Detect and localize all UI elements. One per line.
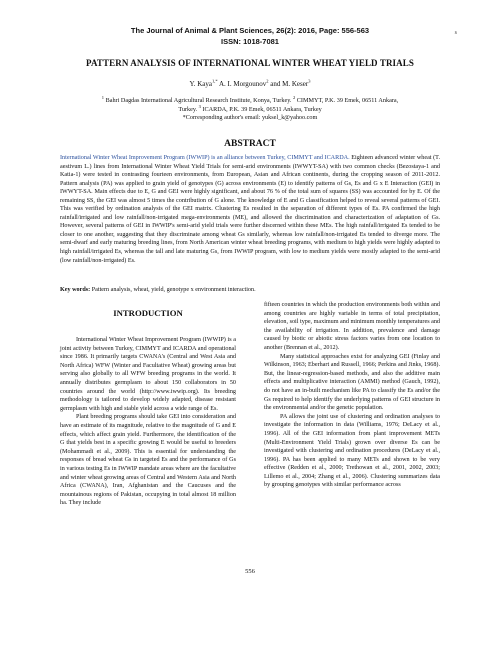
- affiliation-line-1: $^1$ Bahri Dagdas International Agricultural Research Institute, Konya, Turkey. $^2$ CIMMYT, P.K. 39 Emek, 06511 Ankara,: [101, 94, 399, 104]
- intro-paragraph-2: Plant breeding programs should take GEI into consideration and have an estimate of its magnitude, relative to the magnitude of G and E effects, which affect grain yield. Furthermore, the identification of the G that yields best in a specific growing E would be useful to breeders (Mohammadi et al., 2009). This is essential for understanding the responses of bread wheat Gs in targeted Es and the performance of Gs in various testing Es in IWWIP mandate areas where are the facultative and winter wheat growing areas of Central and Western Asia and North Africa (CWANA), Iran, Afghanistan and the Caucuses and the mountainous regions of Pakistan, occupying in total almost 18 million ha. They include: [60, 414, 236, 507]
- issn: ISSN: 1018-7081: [221, 37, 279, 46]
- corresponding-author: *Corresponding author's email: yuksel_k@yahoo.com: [182, 114, 318, 121]
- abstract-heading: ABSTRACT: [224, 139, 276, 149]
- affiliation-line-2: Turkey. $^3$ ICARDA, P.K. 39 Emek, 06511 Ankara, Turkey: [178, 103, 322, 113]
- keywords-text: Pattern analysis, wheat, yield, genotype x environment interaction.: [90, 287, 256, 293]
- abstract-lead: International Winter Wheat Improvement Program (IWWIP) is an alliance between Turkey, CIMMYT and ICARDA.: [60, 155, 350, 161]
- keywords: [60, 286, 440, 295]
- affiliations: [58, 94, 442, 123]
- intro-paragraph-4: Many statistical approaches exist for analyzing GEI (Finlay and Wilkinson, 1963; Eberhart and Russell, 1966; Perkins and Jinks, 1968). But, the linear-regression-based methods, and also the additive main effects and multiplicative interaction (AMMI) method (Gauch, 1992), do not have an in-built mechanism like PA to classify the Es and/or the Gs required to help identify the underlying patterns of GEI structure in the environmental and/or the genetic population.: [264, 353, 440, 412]
- author-list: Y. Kaya$^{1,*}$ A. I. Morgounov$^2$ and M. Keser$^3$: [189, 78, 311, 88]
- abstract-body: Eighteen advanced winter wheat (T. aestivum L.) lines from International Winter Wheat Yield Trials for semi-arid environments (IWWYT-SA) with two common checks (Bezostaya-1 and Katia-1) were tested in contrasting fourteen environments, from European, Asian and African continents, during the cropping season of 2011-2012. Pattern analysis (PA) was applied to grain yield of genotypes (G) across environments (E) to identify patterns of Gs, Es and G x E Interaction (GEI) in IWWYT-SA. Main effects due to E, G and GEI were highly significant, and about 76 % of the total sum of squares (SS) was accounted for by E. Of the remaining SS, the GEI was almost 5 times the contribution of G alone. The knowledge of E and G classification helped to reveal several patterns of GEI. This was verified by ordination analysis of the GEI matrix. Clustering Es resulted in the separation of different types of Es. PA confirmed the high rainfall/irrigated and low rainfall/non-irrigated mega-environments (ME), and allowed the discrimination and characterization of adaptation of Gs. However, several patterns of GEI in IWWIP's semi-arid yield trials were further discerned within these MEs. The high rainfall/irrigated Es tended to be closer to one another, suggesting that they discriminate among wheat Gs similarly, whereas low rainfall/non-irrigated Es tended to diverge more. The semi-dwarf and early maturing breeding lines, from North American winter wheat breeding programs, with medium to high yields were highly adapted to high rainfall/irrigated Es, whereas the tall and late maturing Gs, from IWWIP program, with low to medium yields were mostly adapted to the semi-arid (low rainfall/non-irrigated) Es.: [60, 155, 441, 264]
- corner-mark: s: [454, 30, 457, 36]
- journal-citation: The Journal of Animal & Plant Sciences, 26(2): 2016, Page: 556-563: [130, 26, 370, 35]
- abstract-text: [60, 154, 440, 265]
- right-column: [264, 301, 440, 490]
- paper-title: PATTERN ANALYSIS OF INTERNATIONAL WINTER WHEAT YIELD TRIALS: [86, 58, 414, 68]
- keywords-label: Key words:: [60, 287, 91, 293]
- intro-paragraph-1: International Winter Wheat Improvement Program (IWWIP) is a joint activity between Turkey, CIMMYT and ICARDA and operational since 1986. It primarily targets CWANA's (Central and West Asia and North Africa) WFW (Winter and Facultative Wheat) growing areas but serving also globally to all WFW breeding programs in the world. It annually distributes germplasm to about 150 collaborators in 50 countries around the world (http://www.iwwip.org). Its breeding methodology is tailored to develop widely adapted, disease resistant germplasm with high and stable yield across a wide range of Es.: [60, 337, 236, 412]
- left-column: [60, 305, 236, 508]
- page-number: 556: [245, 568, 255, 575]
- introduction-heading: INTRODUCTION: [113, 308, 183, 318]
- intro-paragraph-5: PA allows the joint use of clustering and ordination analyses to investigate the information in data (Williams, 1976; DeLacy et al., 1996). All of the GEI information from plant improvement METs (Multi-Environment Yield Trials) grown over diverse Es can be investigated with clustering and ordination procedures (DeLacy et al., 1996). PA has been applied to many METs and shown to be very effective (Redden et al., 2000; Trethowan et al., 2001, 2002, 2003; Lillemo et al., 2004; Zhang et al., 2006). Clustering summarizes data by grouping genotypes with similar performance across: [264, 413, 440, 489]
- intro-paragraph-3: fifteen countries in which the production environments both within and among countries are highly variable in terms of total precipitation, elevation, soil type, maximum and minimum monthly temperatures and the availability of irrigation. In addition, prevalence and damage caused by biotic or abiotic stress factors varies from one location to another (Brennan et al., 2012).: [264, 302, 440, 351]
